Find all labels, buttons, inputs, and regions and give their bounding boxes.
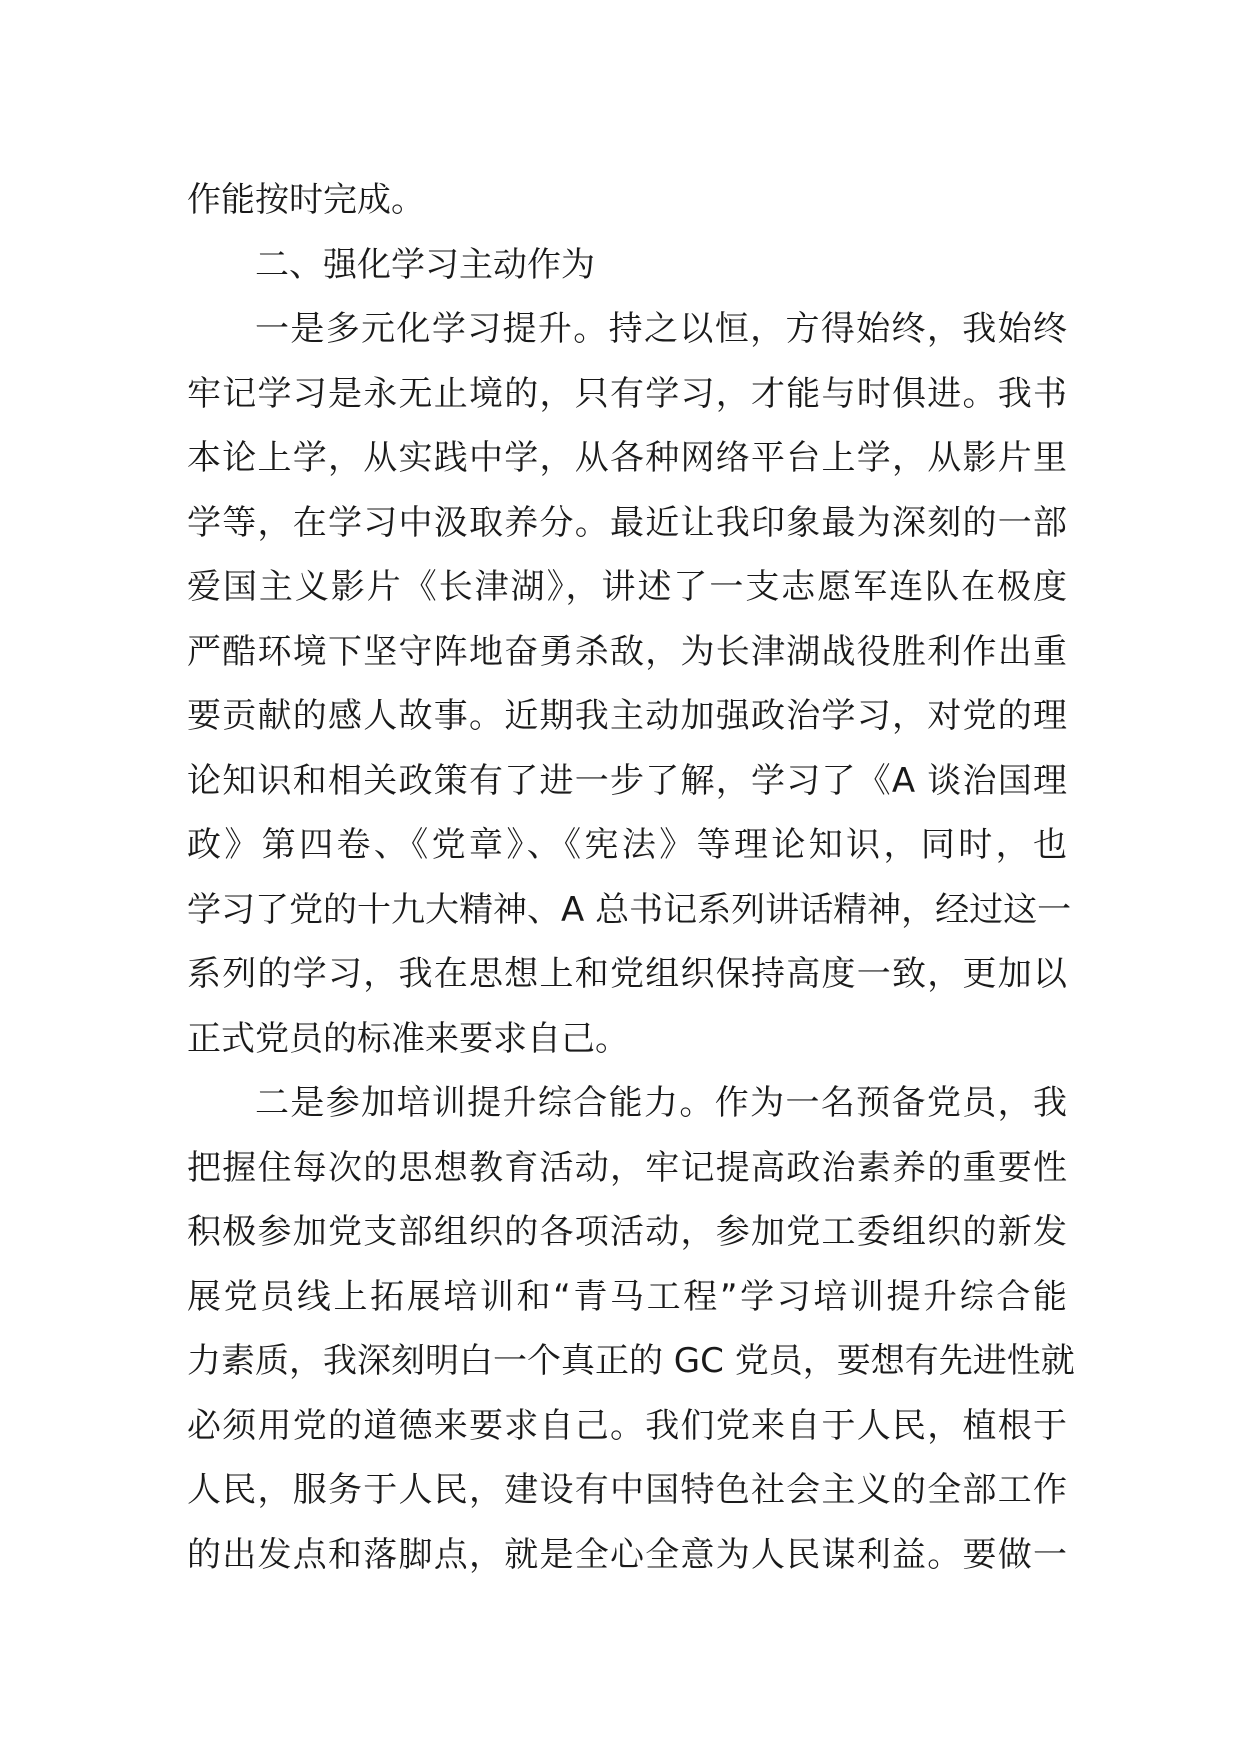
- paragraph-line: 学习了党的十九大精神、A 总书记系列讲话精神，经过这一: [187, 889, 1072, 930]
- paragraph-line: 严酷环境下坚守阵地奋勇杀敌，为长津湖战役胜利作出重: [187, 631, 1067, 672]
- paragraph-line: 把握住每次的思想教育活动，牢记提高政治素养的重要性: [187, 1147, 1067, 1188]
- paragraph-line: 政》第四卷、《党章》、《宪法》等理论知识，同时，也: [187, 825, 1067, 865]
- paragraph-line: 系列的学习，我在思想上和党组织保持高度一致，更加以: [187, 954, 1067, 994]
- paragraph-line: 必须用党的道德来要求自己。我们党来自于人民，植根于: [187, 1405, 1067, 1446]
- paragraph-line: 的出发点和落脚点，就是全心全意为人民谋利益。要做一: [187, 1534, 1067, 1575]
- paragraph-line: 学等，在学习中汲取养分。最近让我印象最为深刻的一部: [187, 502, 1067, 543]
- paragraph-line: 牢记学习是永无止境的，只有学习，才能与时俱进。我书: [187, 373, 1067, 414]
- document-body: [187, 168, 1075, 1587]
- paragraph-line: 论知识和相关政策有了进一步了解，学习了《A 谈治国理: [187, 760, 1067, 801]
- paragraph-line: 要贡献的感人故事。近期我主动加强政治学习，对党的理: [187, 696, 1067, 736]
- paragraph-line: 作能按时完成。: [187, 180, 425, 220]
- paragraph-line: 正式党员的标准来要求自己。: [187, 1018, 629, 1059]
- paragraph-line: 一是多元化学习提升。持之以恒，方得始终，我始终: [255, 309, 1067, 349]
- paragraph-line: 本论上学，从实践中学，从各种网络平台上学，从影片里: [187, 438, 1067, 478]
- section-heading: 二、强化学习主动作为: [255, 244, 595, 285]
- paragraph-line: 爱国主义影片《长津湖》，讲述了一支志愿军连队在极度: [187, 567, 1067, 607]
- paragraph-line: 展党员线上拓展培训和“青马工程”学习培训提升综合能: [187, 1276, 1067, 1317]
- paragraph-line: 力素质，我深刻明白一个真正的 GC 党员，要想有先进性就: [187, 1341, 1075, 1381]
- paragraph-line: 二是参加培训提升综合能力。作为一名预备党员，我: [255, 1083, 1067, 1123]
- paragraph-line: 积极参加党支部组织的各项活动，参加党工委组织的新发: [187, 1212, 1067, 1252]
- paragraph-line: 人民，服务于人民，建设有中国特色社会主义的全部工作: [187, 1470, 1067, 1510]
